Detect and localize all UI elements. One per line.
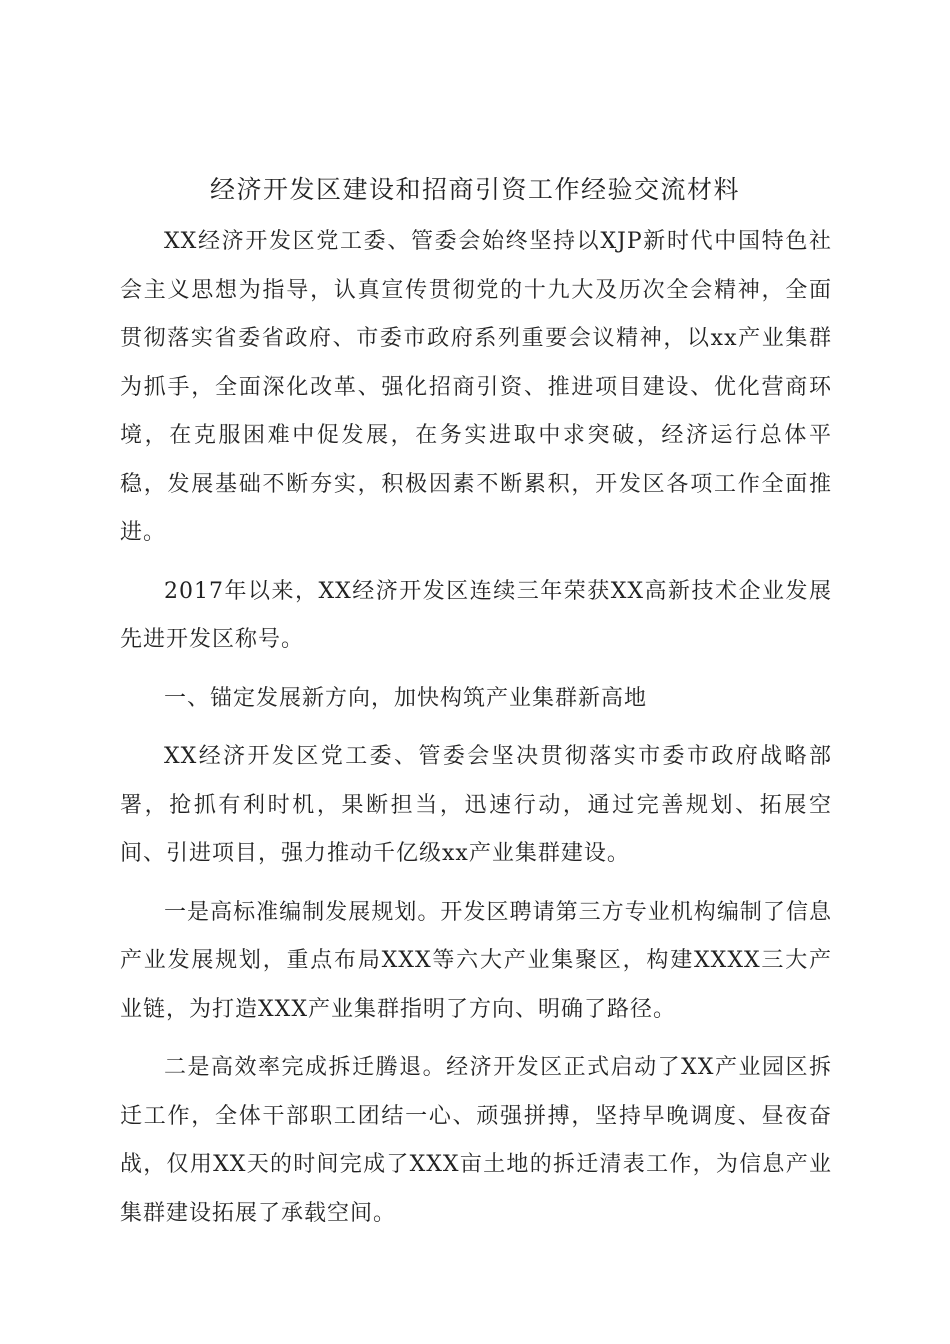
section-heading-1: 一、锚定发展新方向，加快构筑产业集群新高地 <box>164 685 648 711</box>
document-title: 经济开发区建设和招商引资工作经验交流材料 <box>209 175 740 204</box>
paragraph-honor: 2017年以来，XX经济开发区连续三年荣获XX高新技术企业发展先进开发区称号。 <box>120 578 832 652</box>
paragraph-planning: 一是高标准编制发展规划。开发区聘请第三方专业机构编制了信息产业发展规划，重点布局XXX等六大产业集聚区，构建XXXX三大产业链，为打造XXX产业集群指明了方向、明确了路径。 <box>120 899 832 1022</box>
paragraph-section-1-intro: XX经济开发区党工委、管委会坚决贯彻落实市委市政府战略部署，抢抓有利时机，果断担当，迅速行动，通过完善规划、拓展空间、引进项目，强力推动千亿级xx产业集群建设。 <box>120 744 832 866</box>
paragraph-demolition: 二是高效率完成拆迁腾退。经济开发区正式启动了XX产业园区拆迁工作，全体干部职工团结一心、顽强拼搏，坚持早晚调度、昼夜奋战，仅用XX天的时间完成了XXX亩土地的拆迁清表工作，为信息产业集群建设拓展了承载空间。 <box>120 1055 832 1226</box>
document-body <box>120 218 832 1248</box>
paragraph-intro: XX经济开发区党工委、管委会始终坚持以XJP新时代中国特色社会主义思想为指导，认真宣传贯彻党的十九大及历次全会精神，全面贯彻落实省委省政府、市委市政府系列重要会议精神，以xx产业集群为抓手，全面深化改革、强化招商引资、推进项目建设、优化营商环境，在克服困难中促发展，在务实进取中求突破，经济运行总体平稳，发展基础不断夯实，积极因素不断累积，开发区各项工作全面推进。 <box>120 229 832 545</box>
